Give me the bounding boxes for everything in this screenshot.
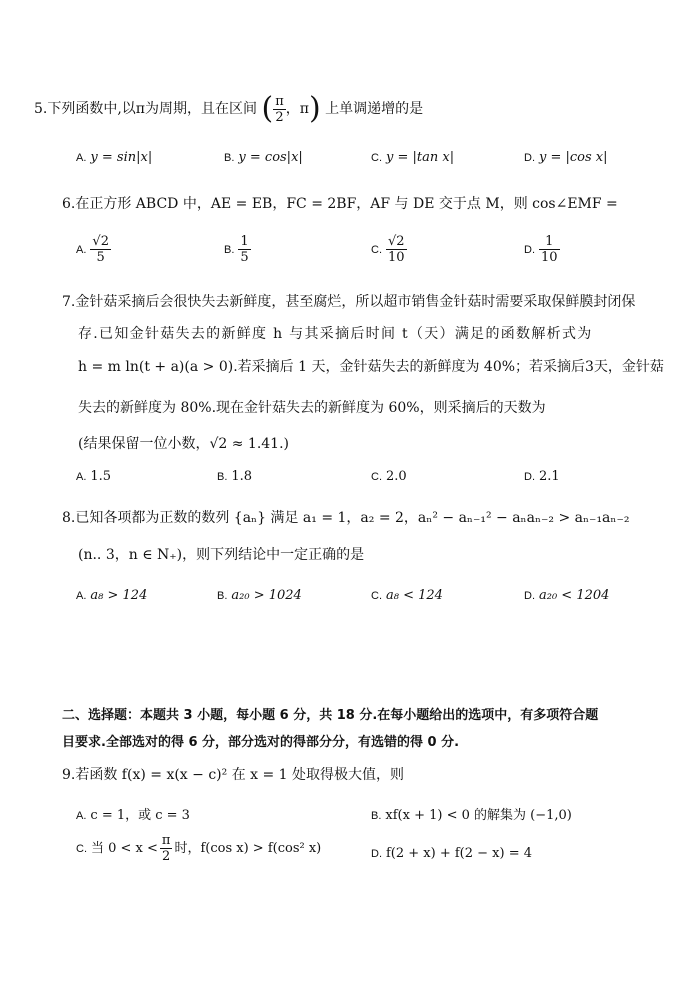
q7-line-1: 7.金针菇采摘后会很快失去新鲜度，甚至腐烂，所以超市销售金针菇时需要采取保鲜膜封闭保 [62,294,636,310]
option-fraction [386,234,407,265]
option-fraction [90,234,111,265]
q5-interval-num: π [275,93,284,109]
q9-option-b [371,804,572,823]
option-text: c = 1，或 c = 3 [90,808,190,823]
q7-option-b [217,469,252,484]
fraction-num: π [161,833,171,848]
fraction-num: 1 [539,234,560,250]
option-text: a₂₀ < 1204 [539,588,610,603]
option-fraction [160,833,173,864]
fraction-den: 10 [388,250,405,265]
q7-line-4: 失去的新鲜度为 80%.现在金针菇失去的新鲜度为 60%，则采摘后的天数为 [78,400,546,416]
q8-option-b [217,588,302,603]
option-text: a₂₀ > 1024 [231,588,302,603]
option-fraction [539,234,560,265]
q6-stem: 6.在正方形 ABCD 中，AE = EB，FC = 2BF，AF 与 DE 交于点 M，则 cos∠EMF = [62,196,618,212]
q8-line-1: 8.已知各项都为正数的数列 {aₙ} 满足 a₁ = 1，a₂ = 2，aₙ² − aₙ₋₁² − aₙaₙ₋₂ > aₙ₋₁aₙ₋₂ [62,510,630,526]
q5-interval-den: 2 [275,109,284,125]
option-text: y = |tan x| [386,150,455,165]
option-label: D. [524,590,535,602]
q5-interval-fraction [273,94,286,125]
section-2-instructions: 目要求.全部选对的得 6 分，部分选对的得部分分，有选错的得 0 分. [62,735,460,750]
q5-option-b [224,150,303,165]
q5-stem-text: 5.下列函数中,以π为周期，且在区间 [34,101,258,117]
q7-line-3: h = m ln(t + a)(a > 0).若采摘后 1 天，金针菇失去的新鲜度为 40%；若采摘后3天，金针菇 [78,359,664,375]
q6-option-a [76,234,111,265]
q6-option-c [371,234,407,265]
q5-option-d [524,150,608,165]
fraction-den: 5 [96,250,105,265]
q5-stem: 5.下列函数中,以π为周期，且在区间 ( $\frac{\pi}{2}$ ，π) 上单调递增的是 [34,91,424,126]
q5-option-a [76,150,152,165]
q5-stem-end: 上单调递增的是 [325,101,424,117]
fraction-den: 10 [541,250,558,265]
q7-option-a [76,469,111,484]
option-label: B. [217,590,228,602]
q8-line-2: (n.. 3，n ∈ N₊)，则下列结论中一定正确的是 [78,547,365,563]
option-label: D. [371,848,382,860]
option-label: D. [524,244,535,256]
q9-option-c [76,833,321,864]
q7-line-5: (结果保留一位小数，√2 ≈ 1.41.) [78,436,290,452]
option-fraction [238,234,250,265]
q6-option-b [224,234,251,265]
option-label: C. [76,843,87,855]
fraction-num: √2 [92,234,109,249]
option-text-pre: 当 0 < x < [91,841,158,856]
option-label: D. [524,152,535,164]
option-label: D. [524,471,535,483]
option-label: A. [76,810,87,822]
option-label: A. [76,244,87,256]
option-text: f(2 + x) + f(2 − x) = 4 [386,846,533,861]
q5-interval: ( [261,91,274,126]
option-text: xf(x + 1) < 0 的解集为 (−1,0) [385,808,572,823]
option-text: y = |cos x| [539,150,608,165]
q5-interval-rest: ，π [285,101,309,117]
option-text: y = sin|x| [90,150,153,165]
q7-option-d [524,469,560,484]
option-text: 1.8 [231,469,253,484]
option-label: B. [217,471,228,483]
q9-option-a [76,804,190,823]
q9-option-d [371,846,532,861]
option-text: 1.5 [90,469,112,484]
option-text: 2.0 [386,469,407,484]
q9-stem: 9.若函数 f(x) = x(x − c)² 在 x = 1 处取得极大值，则 [62,767,405,783]
option-label: B. [371,810,382,822]
q5-option-c [371,150,454,165]
fraction-den: 5 [240,250,249,265]
q8-option-c [371,588,443,603]
q6-option-d [524,234,560,265]
option-text: 2.1 [539,469,560,484]
q8-option-d [524,588,609,603]
option-label: C. [371,471,382,483]
option-label: A. [76,152,87,164]
fraction-den: 2 [162,849,171,864]
q8-option-a [76,588,147,603]
option-label: A. [76,471,87,483]
q7-option-c [371,469,407,484]
option-label: B. [224,244,235,256]
option-text-post: 时，f(cos x) > f(cos² x) [174,841,322,856]
option-text: a₈ < 124 [386,588,443,603]
option-label: C. [371,244,382,256]
option-text: y = cos|x| [238,150,303,165]
option-label: A. [76,590,87,602]
option-label: C. [371,152,382,164]
option-text: a₈ > 124 [90,588,148,603]
option-label: B. [224,152,235,164]
option-label: C. [371,590,382,602]
fraction-num: 1 [240,234,249,249]
fraction-num: √2 [388,234,405,249]
q7-line-2: 存.已知金针菇失去的新鲜度 h 与其采摘后时间 t（天）满足的函数解析式为 [78,326,593,342]
section-2-heading: 二、选择题：本题共 3 小题，每小题 6 分，共 18 分.在每小题给出的选项中，有多项符合题 [62,708,599,723]
